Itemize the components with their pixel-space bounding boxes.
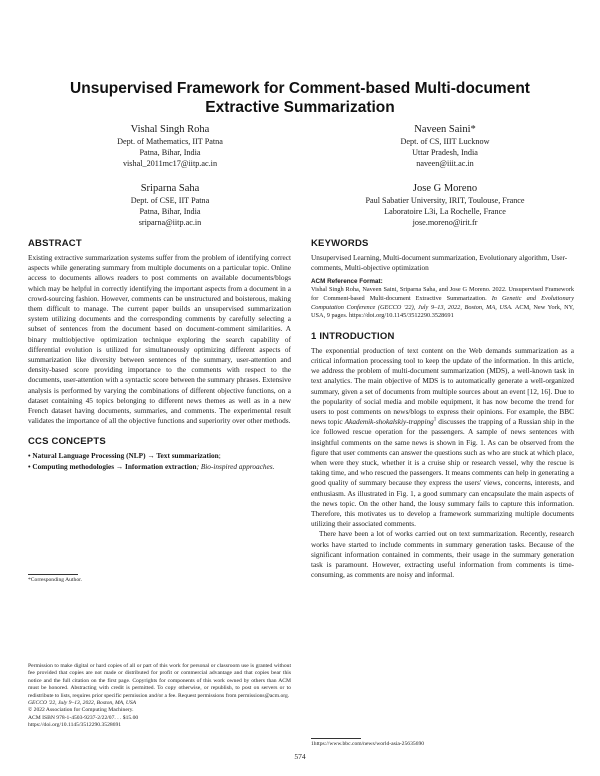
author-affiliation: Dept. of CS, IIIT Lucknow <box>400 137 490 146</box>
abstract-heading: ABSTRACT <box>28 238 82 249</box>
author-affiliation: Dept. of Mathematics, IIT Patna <box>117 137 223 146</box>
abstract-text: Existing extractive summarization systems suffer from the problem of identifying correct aspects while generating summary from multiple documents on a particular topic. Online access to documents allows readers to post comments on available documents/blogs which may be helpful in correctly identifying the important aspects from a document in a crowd-sourcing fashion. However, comments can be unstructured and boisterous, making them difficult to manage. The current paper builds an unsupervised summarization system utilizing documents and the corresponding comments by carefully selecting a subset of sentences from the document based on document-comment similarities. A binary multiobjective optimization technique exploring the search capability of differential evolution is utilized for simultaneously optimizing different aspects of summarization like diversity between sentences of the summary, user-attention and density-based score providing importance to the comments with respect to the documents, user-attention with a syntactic score between the summary phrases. Extensive analysis is performed by varying the combinations of different objective functions, on a dataset containing 45 topics belonging to different news themes as well as in a new French dataset having documents, summaries, and comments. The experimental result validates the importance of all the objective functions and superiority over other methods. <box>28 253 291 426</box>
footnote-rule <box>28 574 78 575</box>
right-column <box>311 238 574 580</box>
page-number: 574 <box>294 752 306 761</box>
author-name: Sriparna Saha <box>140 183 200 194</box>
acm-ref-text: Vishal Singh Roha, Naveen Saini, Sriparna Saha, and Jose G Moreno. 2022. Unsupervised Framework for Comment-based Multi-document Extractive Summarization. In Genetic and Evolutionary Computation Conference (GECCO '22), July 9–13, 2022, Boston, MA, USA. ACM, New York, NY, USA, 9 pages. https://doi.org/10.1145/3512290.3528691 <box>311 286 574 320</box>
footnote-rule <box>311 738 361 739</box>
permission-doi: https://doi.org/10.1145/3512290.3528691 <box>28 722 122 729</box>
author-block <box>95 182 245 228</box>
corresponding-footnote: *Corresponding Author. <box>28 577 83 583</box>
ccs-heading: CCS CONCEPTS <box>28 436 106 448</box>
author-email: sriparna@iitp.ac.in <box>138 218 202 227</box>
author-block <box>95 123 245 169</box>
author-email: jose.moreno@irit.fr <box>412 218 478 227</box>
author-location: Patna, Bihar, India <box>139 207 201 216</box>
author-block <box>330 182 560 228</box>
keywords-heading: KEYWORDS <box>311 238 369 249</box>
ccs-item: • Computing methodologies → Information extraction; Bio-inspired approaches. <box>28 461 275 471</box>
acm-ref-heading: ACM Reference Format: <box>311 278 383 286</box>
author-name: Jose G Moreno <box>412 183 478 194</box>
author-name: Naveen Saini* <box>414 124 476 135</box>
author-location: Uttar Pradesh, India <box>412 148 478 157</box>
author-name: Vishal Singh Roha <box>130 124 210 135</box>
author-location: Laboratoire L3i, La Rochelle, France <box>384 207 506 216</box>
author-affiliation: Paul Sabatier University, IRIT, Toulouse, France <box>365 196 525 205</box>
left-column <box>28 238 291 472</box>
keywords-text: Unsupervised Learning, Multi-document summarization, Evolutionary algorithm, User-comments, Multi-objective optimization <box>311 253 568 273</box>
author-location: Patna, Bihar, India <box>139 148 201 157</box>
author-email: vishal_2011mc17@iitp.ac.in <box>122 159 218 168</box>
permission-text: Permission to make digital or hard copies of all or part of this work for personal or classroom use is granted without fee provided that copies are not made or distributed for profit or commercial advantage and that copies bear this notice and the full citation on the first page. Copyrights for components of this work owned by others than ACM must be honored. Abstracting with credit is permitted. To copy otherwise, or republish, to post on servers or to redistribute to lists, requires prior specific permission and/or a fee. Request permissions from permissions@acm.org. <box>28 663 291 699</box>
permission-isbn: ACM ISBN 978-1-4503-9237-2/22/07. . . $15.00 <box>28 714 139 721</box>
ccs-item: • Natural Language Processing (NLP) → Text summarization; <box>28 451 221 461</box>
permission-conference: GECCO '22, July 9–13, 2022, Boston, MA, USA <box>28 700 137 707</box>
permission-block <box>28 663 291 730</box>
author-affiliation: Dept. of CSE, IIT Patna <box>130 196 210 205</box>
intro-heading: 1 INTRODUCTION <box>311 330 395 342</box>
intro-paragraph: There have been a lot of works carried out on text summarization. Recently, research works have started to include comments in summary generation tasks. Because of the significant information contained in comments, their usage in the summary generation task is paramount. However, extracting useful information from comments is time-consuming, as comments are noisy and informal. <box>311 529 574 580</box>
url-footnote: 1https://www.bbc.com/news/world-asia-25635690 <box>311 741 425 747</box>
author-email: naveen@iiit.ac.in <box>416 159 474 168</box>
permission-copyright: © 2022 Association for Computing Machinery. <box>28 707 134 714</box>
intro-paragraph: The exponential production of text content on the Web demands summarization as a critical information processing tool to keep the update of the information. In this article, we address the problem of multi-document summarization (MDS), a well-known task in text analytics. The main objective of MDS is to automatically generate a well-organized summary, given a set of documents from multiple sources about an event [12, 16]. Due to the popularity of social media and mobile equipment, it has now become the trend for users to post comments on news/blogs to express their opinions. For example, the BBC news topic Akademik-shokalskiy-trapping$^1$ discusses the trapping of a Russian ship in the ice followed rescue operation for the passengers. A sample of news sentences with insightful comments on the same news is shown in Fig. 1. As can be observed from the figure that user comments can answer the questions such as who are stuck at which place, when were they stuck, whether it is a cruise ship or research vessel, why the rescue is taking time, and who rescued the passengers. It means comments can help in generating a good quality of summary because they express the users' views, concerns, interests, and enthusiasm. As illustrated in Fig. 1, a good summary can encapsulate the main aspects of the news topic. On the other hand, the lousy summary fails to capture this information. Therefore, this motivates us to develop a framework summarizing multiple documents utilizing their associated comments. <box>311 345 574 529</box>
author-block <box>360 123 530 169</box>
paper-title: Unsupervised Framework for Comment-based Multi-document Extractive Summarization <box>70 80 530 116</box>
